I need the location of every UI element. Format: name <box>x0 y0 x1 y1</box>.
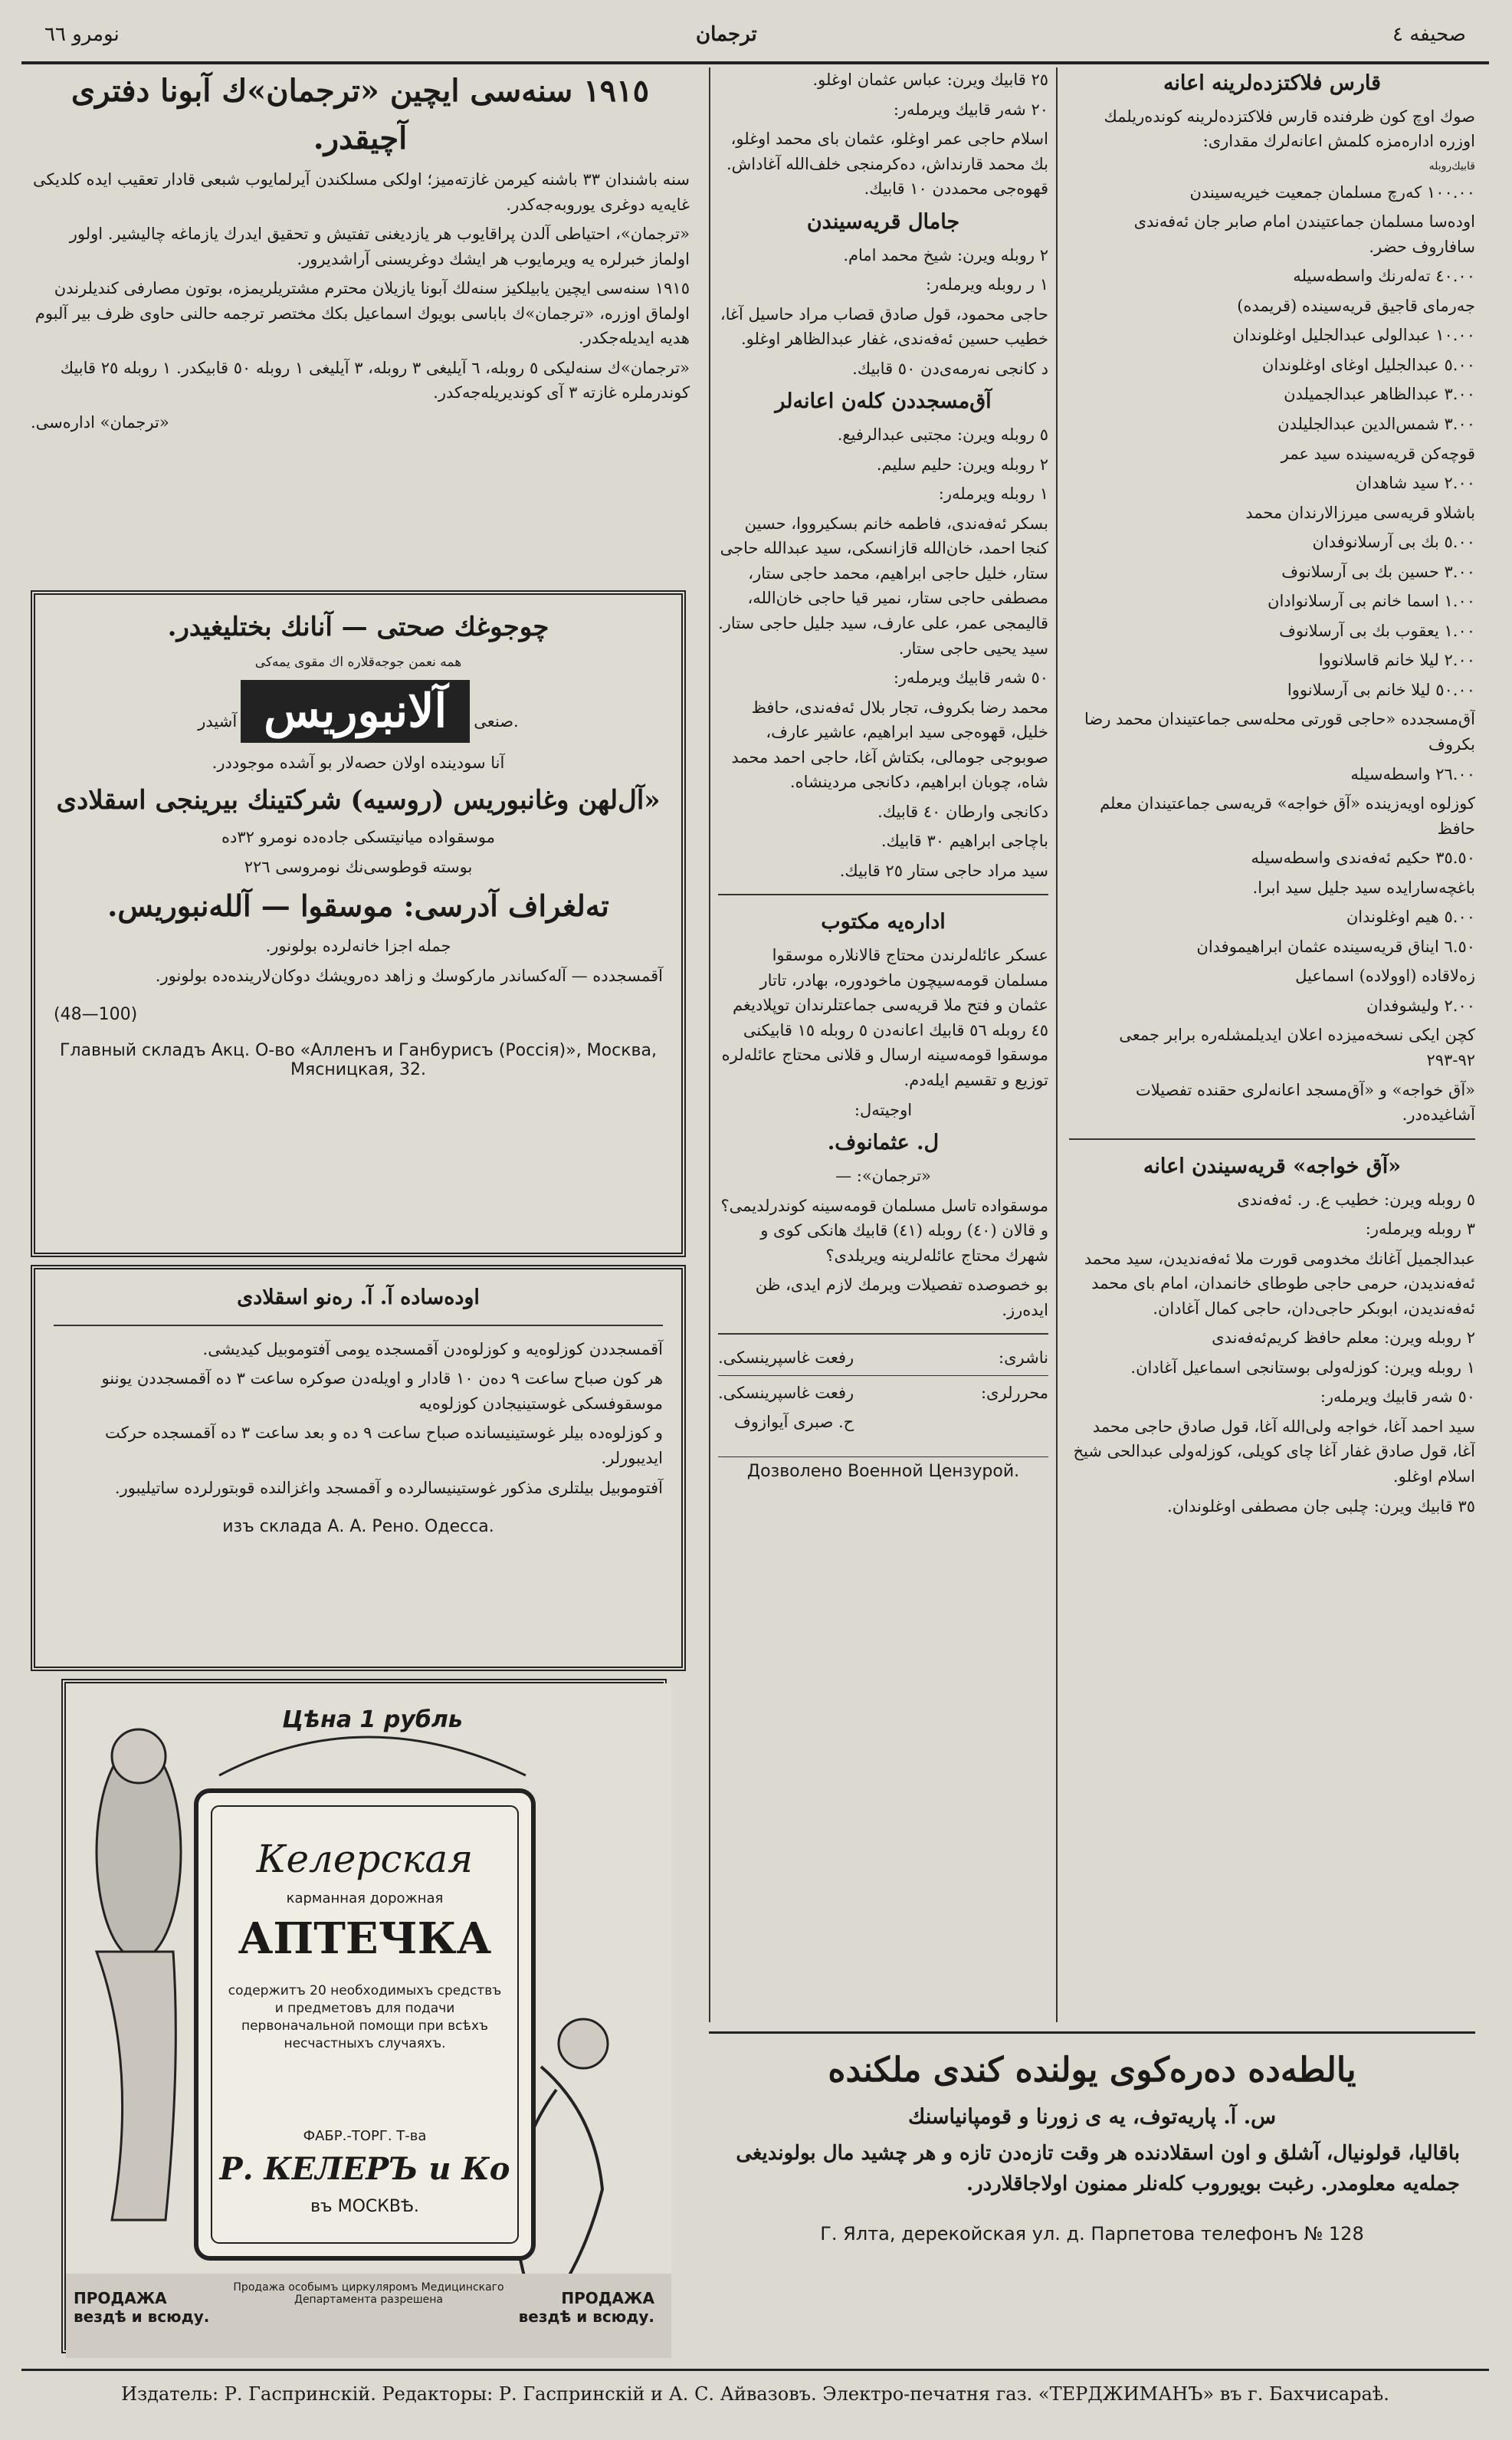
divider <box>718 1333 1048 1335</box>
mid-line: ٢٥ قابيك ويرن: عباس عثمان اوغلو. <box>812 71 1048 89</box>
donation-item: كوزلوه اويه‌زينده «آق خواجه» قريه‌سی جماعتيندان معلم حافظ <box>1100 794 1475 838</box>
mid-line: عسكر عائله‌لرندن محتاج قالانلاره موسقوا مسلمان قومه‌سيچون ماخودوره، بهادر، تاتار عثمان و فتح ملا قريه‌سی جماعتلرندان توپلاديغم ٤٥ روبله ٥٦ قابيك اعانه‌دن ٥ روبله ١٥ قابيكنی موسقوا قومه‌سينه ارسال و قلانی محتاج عائله‌لره توزيع و تقسيم ايله‌دم. <box>721 946 1048 1090</box>
ad3-city: въ МОСКВѢ. <box>310 2197 419 2216</box>
donation-item: «آق خواجه» و «آق‌مسجد اعانەلری حقنده تفصيلات آشاغيده‌در. <box>1135 1080 1475 1125</box>
mid-line: دكانجی وارطان ٤٠ قابيك. <box>877 802 1048 821</box>
donation-item: قوچه‌كن قريه‌سينده سيد عمر <box>1281 444 1475 463</box>
mid-line: سيد مراد حاجی ستار ٢٥ قابيك. <box>839 861 1048 880</box>
mid-line: ٥ روبله ويرن: مجتبی عبدالرفيع. <box>837 425 1048 445</box>
ad1-local2: آقمسجدده — آله‌كساندر ماركوسك و زاهد ده‌رويشك دوكان‌لارينده‌ده بولونور. <box>155 966 663 985</box>
editors-row <box>718 1375 1048 1440</box>
right-line: سيد احمد آغا، خواجه ولی‌الله آغا، قول صادق حاجی محمد آغا، قول صادق غفار آغا چای كويلی، كوزله‌ولی عبدالحی شيخ اسلام اوغلو. <box>1073 1417 1475 1486</box>
mid-line: اسلام حاجی عمر اوغلو، عثمان بای محمد اوغلو، بك محمد قارنداش، ده‌كرمنجی خلف‌الله آغاداش. قهوه‌جی محمد‌دن ١٠ قابيك. <box>726 130 1048 199</box>
keller-aptechka-ad <box>61 1679 667 2353</box>
donation-item: كچن ايكی نسخه‌ميزده اعلان ايديلمشلەره برابر جمعی ٩٢-٢٩٣ <box>1119 1026 1475 1070</box>
right-line: ٣٥ قابيك ويرن: چلبی جان مصطفی اوغلوندان. <box>1167 1496 1475 1516</box>
ad1-brand-suffix: آشيدر. <box>198 712 519 731</box>
mid-line: ١ روبله ويرملەر: <box>938 484 1048 504</box>
ad2-paragraph: آفتوموبيل بيلتلری مذكور غوستينيسالرده و آقمسجد واغزالنده قوبتو‌رلرده ساتيليبور. <box>114 1478 663 1497</box>
donation-item: باشلاو قريه‌سی ميرزالارندان محمد <box>1245 503 1475 522</box>
ad1-postal: بوسته قوطوسی‌نك نومرو‌سی ٢٢٦ <box>244 857 473 876</box>
ad3-price: Цѣна 1 рубль <box>282 1706 463 1733</box>
donation-item: ٤٠.٠٠ تەلەرنك واسطه‌سيله <box>1293 267 1475 286</box>
publisher-row <box>718 1345 1048 1375</box>
section-title: «آق خواجه» قريه‌سيندن اعانه <box>1143 1154 1402 1178</box>
right-title: قارس فلاكتزده‌لرينه اعانه <box>1163 71 1382 95</box>
mid-line: ٢٠ شەر قابيك ويرملەر: <box>893 100 1048 119</box>
mid-line: ٥٠ شەر قابيك ويرملەر: <box>893 668 1048 688</box>
donation-item: اوده‌سا مسلمان جماعتيندن امام صابر جان ئه‌فه‌ندی سافاروف حضر. <box>1133 212 1475 256</box>
mid-line: «ترجمان»: — <box>835 1166 931 1185</box>
mid-line: بسكر ئه‌فه‌ندی، فاطمه خانم بسكيرووا، حسين كنجا احمد، خان‌الله قازانسكی، سيد عبدالله حاجی ستار، خليل حاجی ابراهيم، محمد حاجی ستار، مصطفی حاجی ستار، نمير قيا حاجی خان‌الله، قاليمجی عمر، علی عارف، سيد جليل حاجی ستار. سيد يحيی حاجی ستار. <box>718 514 1048 658</box>
right-column <box>1069 67 1475 2022</box>
right-line: ١ روبله ويرن: كوزله‌ولی بوستانجی اسماعيل آغادان. <box>1130 1358 1475 1377</box>
mid-line: د كانجی نه‌رمه‌ی‌دن ٥٠ قابيك. <box>852 359 1048 378</box>
mid-line: محمد رضا بكروف، تجار بلال ئه‌فه‌ندی، حافظ خليل، قهوه‌جی سيد ابراهيم، عاشير عارف، صوبوجی جومالی، بكتاش آغا، حاجی احمد محمد شاه، چوبان ابراهيم، دكانجی مردينشاه. <box>731 698 1048 792</box>
left-paragraph: «ترجمان»ك سنه‌ليكی ٥ روبله، ٦ آيليغی ٣ روبله، ٣ آيليغی ١ روبله ٥٠ قابيكدر. ١ روبله ٢٥ قابيك كوندرملره غازته ٣ آی كونديريله‌جه‌كدر. <box>60 358 690 402</box>
mid-line: باچاجی ابراهيم ٣٠ قابيك. <box>881 832 1048 851</box>
ad1-title: چوجوغك صحتی — آنانك بختليغيدر. <box>167 612 549 642</box>
left-paragraph: سنه باشندان ٣٣ باشنه كيرمن غازته‌ميز؛ اولكی مسلكندن آيرلمايوب شبعی قادار تعقيب ايده كلديكی غايه‌يه دوغری يوروبه‌جه‌كدر. <box>32 170 690 214</box>
ad1-telegraph: تەلغراف آدرسی: موسقوا — آللەنبوريس. <box>107 888 609 924</box>
divider <box>1069 1138 1475 1140</box>
ad3-sale-left: ПРОДАЖА вездѣ и всюду. <box>74 2289 210 2326</box>
yalta-shop-ad <box>709 2031 1475 2356</box>
donation-item: آق‌مسجدده «حاجی قورتی محله‌سی جماعتيندان محمد رضا بكروف <box>1084 710 1475 754</box>
ad3-brand: Келерская <box>256 1837 474 1881</box>
right-intro: صوك اوچ كون ظرفنده قارس فلاكتزده‌لرينه كوندەريلمك اوزره ادارەمزه كلمش اعانەلرك مقداری: <box>1104 107 1475 151</box>
ad1-local: جمله اجزا خانه‌لرده بولونور. <box>265 937 451 956</box>
right-line: ٢ روبله ويرن: معلم حافظ كريم‌ئه‌فه‌ندی <box>1212 1328 1475 1348</box>
mid-line: ٢ روبله ويرن: شيخ محمد امام. <box>843 245 1048 264</box>
donation-item: ٥.٠٠ هيم اوغلوندان <box>1346 908 1475 927</box>
section-title: جامال قريه‌سيندن <box>806 209 960 234</box>
ad3-maker: Р. КЕЛЕРЪ и Ко <box>219 2151 510 2187</box>
section-title: آق‌مسجددن كلەن اعانەلر <box>775 389 992 414</box>
allenburys-ad <box>31 590 686 1257</box>
ad1-code: (48—100) <box>54 1005 138 1025</box>
donation-item: ١٠٠.٠٠ كەرچ مسلمان جمعيت خيريه‌سيندن <box>1189 182 1475 202</box>
donation-item: ٥٠.٠٠ ليلا خانم بی آرسلانووا <box>1287 680 1475 699</box>
donation-item: ٢.٠٠ ليلا خانم قاسلانووا <box>1318 651 1475 670</box>
headline: ١٩١٥ سنه‌سی ايچين «ترجمان»ك آبونا دفتری آچيقدر. <box>71 73 650 156</box>
ad3-product: АПТЕЧКА <box>238 1913 492 1964</box>
donation-item: ٢.٠٠ وليشوفدان <box>1366 996 1475 1015</box>
editors-label: محرر‌لری: <box>980 1383 1048 1402</box>
ad2-paragraph: و كوزلوه‌ده بيلر غوستينيسانده صباح ساعت ٩ ده و بعد ساعت ٣ ده آقمسجده حركت ايديبورلر. <box>104 1424 663 1468</box>
donation-item: ١.٠٠ اسما خانم بی آرسلانوادان <box>1268 592 1475 611</box>
allenburys-logo: آلانبوريس <box>241 680 470 743</box>
mid-line: بو خصوصده تفصيلات ويرمك لازم ايدی، ظن ايده‌رز. <box>755 1276 1048 1319</box>
donation-item: زەلاقاده (اوولاده) اسماعيل <box>1295 967 1475 986</box>
ad2-paragraph: هر كون صباح ساعت ٩ دەن ١٠ قادار و اويله‌دن صوكره ساعت ٣ ده آقمسجددن يوننو موسقوفسكی غوستينيجادن كوزلوه‌يه <box>101 1369 663 1413</box>
ad1-russian: Главный складъ Акц. О-во «Алленъ и Ганбурисъ (Россія)», Москва, Мясницкая, 32. <box>60 1041 657 1080</box>
mid-line: حاجی محمود، قول صادق قصاب مراد حاسيل آغا، خطيب حسين ئه‌فه‌ندی، غفار عبدالظاهر اوغلو. <box>720 304 1048 349</box>
imprint-footer: Издатель: Р. Гаспринскій. Редакторы: Р. Гаспринскій и А. С. Айвазовъ. Электро-печатня газ. «ТЕРДЖИМАНЪ» въ г. Бахчисараѣ. <box>21 2369 1489 2437</box>
ad3-maker-label: ФАБР.-ТОРГ. Т-ва <box>303 2128 427 2144</box>
divider <box>718 894 1048 895</box>
donation-item: ٣.٠٠ حسين بك بی آرسلانوف <box>1281 562 1475 581</box>
left-signature: «ترجمان» اداره‌سی. <box>31 412 169 432</box>
editor-name: ح. صبری آيوازوف <box>734 1413 854 1432</box>
bottom-ad-text: باقاليا، قولونيال، آشلق و اون اسقلادنده هر وقت تازه‌دن تازه و هر چشيد مال بولونديغی جمله‌يه معلومدر. رغبت بويوروب كلەنلر ممنون اولاجاقلاردر. <box>736 2142 1460 2196</box>
publisher-name: رفعت غاسپرينسكی. <box>718 1348 854 1368</box>
mid-line: موسقواده تاسل مسلمان قومه‌سينه كوندرلديمی؟ و قالان (٤٠) روبله (٤١) قابيك هانكی كوی و شهرك محتاج عائله‌لرينه ويريلدی؟ <box>720 1196 1048 1265</box>
donation-item: ٢.٠٠ سيد شاهدان <box>1355 474 1475 493</box>
right-line: ٥٠ شەر قابيك ويرملەر: <box>1320 1387 1475 1407</box>
ad1-sub: همه نعمن جوجه‌قلاره اك مقوی يمه‌كی <box>254 654 462 670</box>
donation-item: ٥.٠٠ بك بی آرسلانوفدان <box>1312 533 1475 552</box>
currency-header: قابيك‌روبله <box>1428 159 1475 172</box>
ad1-brand-prefix: صنعی <box>474 712 514 731</box>
renault-ad <box>31 1265 686 1671</box>
page-header <box>21 14 1489 64</box>
editors-names <box>718 1381 854 1440</box>
bottom-ad-title: يالطه‌ده ده‌ره‌كوی يولنده كندی ملكنده <box>828 2051 1356 2090</box>
editor-name: رفعت غاسپرينسكی. <box>718 1383 854 1402</box>
donation-item: باغچه‌سارايده سيد جليل سيد ابرا. <box>1252 878 1475 897</box>
ad2-paragraph: آقمسجددن كوزلوه‌يه و كوزلوه‌دن آقمسجده يومی آفتوموبيل كيديشی. <box>202 1339 663 1358</box>
donation-item: ١٠.٠٠ عبدالولی عبدالجليل اوغلوندان <box>1232 326 1475 345</box>
ad3-contents: содержитъ 20 необходимыхъ средствъ и предметовъ для подачи первоначальной помощи при всѣхъ несчастныхъ случаяхъ. <box>228 1983 502 2051</box>
donation-item: ٣.٠٠ عبدالظاهر عبدالجميلدن <box>1284 385 1475 404</box>
mid-line: ١ ر روبله ويرملەر: <box>925 275 1048 294</box>
ad2-russian: изъ склада А. А. Рено. Одесса. <box>222 1517 494 1537</box>
censor-note: Дозволено Военной Цензурой. <box>718 1456 1048 1481</box>
right-line: عبدالجميل آغانك مخدومی قورت ملا ئه‌فه‌نديدن، سيد محمد ئه‌فه‌نديدن، حرمی حاجی طوطای خانمدان، امام بای محمد ئه‌فه‌نديدن، ابوبكر حاجی‌دان، حاجی كمال آغادان. <box>1084 1249 1475 1318</box>
left-paragraph: «ترجمان»، احتياطی آلدن پراقايوب هر يازديغنی تفتيش و تحقيق ايدرك يازماغه چاليشير. اولور اولماز خبرلره يه ويرمايوب هر ايشك دوغريسنی آراشديرور. <box>69 225 690 268</box>
mid-line: ل. عثمانوف. <box>827 1131 940 1155</box>
middle-column <box>709 67 1058 2022</box>
mid-line: اوجيته‌ل: <box>854 1100 913 1119</box>
ad3-subtitle: карманная дорожная <box>286 1890 444 1906</box>
donation-item: ٢٦.٠٠ واسطه‌سيله <box>1350 764 1475 783</box>
ad3-sale-right: ПРОДАЖА вездѣ и всюду. <box>518 2289 654 2326</box>
ad2-title: اوده‌ساده آ. آ. رەنو اسقلادی <box>237 1286 480 1309</box>
bottom-ad-russian: Г. Ялта, дерекойская ул. д. Парпетова телефонъ № 128 <box>820 2222 1364 2245</box>
bottom-ad-firm: س. آ. پاريه‌توف، يه ی زورنا و قومپانياسنك <box>907 2105 1277 2130</box>
divider <box>54 1325 663 1326</box>
donation-item: جەرمای قاجيق قريه‌سينده (قريمده) <box>1237 296 1475 315</box>
issue-number: نومرو ٦٦ <box>44 23 120 46</box>
mid-line: ٢ روبله ويرن: حليم سليم. <box>876 455 1048 474</box>
publisher-label: ناشری: <box>999 1348 1048 1368</box>
masthead: ترجمان <box>696 23 757 46</box>
donation-item: ٣.٠٠ شمس‌الدين عبدالجليلدن <box>1277 415 1475 433</box>
right-line: ٣ روبله ويرملەر: <box>1365 1220 1475 1239</box>
donation-item: ١.٠٠ يعقوب بك بی آرسلانوف <box>1279 621 1475 640</box>
ad1-address: موسقواده ميانيتسكی جاده‌ده نومرو ٣٢ده <box>221 828 496 847</box>
ad1-company: «آل‌لهن وغانبوريس (روسيه) شركتينك بيرينجی اسقلادی <box>56 784 661 816</box>
donation-item: ٣٥.٥٠ حكيم ئه‌فه‌ندی واسطه‌سيله <box>1251 849 1475 868</box>
donation-item: ٦.٥٠ ايناق قريه‌سينده عثمان ابراهيموفدان <box>1196 937 1475 956</box>
left-paragraph: ١٩١٥ سنه‌سی ايچين يابيلكيز سنه‌لك آبونا يازيلان محترم مشتريلريمزه، بوتون مصارفی كنديلرندن اولماق اوزره، «ترجمان»ك باباسی بويوك اسماعيل بكك مختصر ترجمه حالنی حاوی ظرف بير آلبوم هديه ايديله‌جكدر. <box>34 279 690 348</box>
donation-item: ٥.٠٠ عبدالجليل اوغای اوغلوندان <box>1261 355 1475 374</box>
ad3-permit: Продажа особымъ циркуляромъ Медицинскаго Департамента разрешена <box>233 2281 504 2306</box>
page-number: صحيفه ٤ <box>1392 23 1466 46</box>
section-title: اداره‌يه مكتوب <box>821 910 946 934</box>
right-line: ٥ روبله ويرن: خطيب ع. ر. ئه‌فه‌ندی <box>1237 1190 1475 1209</box>
ad1-note: آنا سودينده اولان حصه‌لار بو آشده موجوددر. <box>212 754 505 773</box>
ad1-brand-row <box>54 680 663 743</box>
